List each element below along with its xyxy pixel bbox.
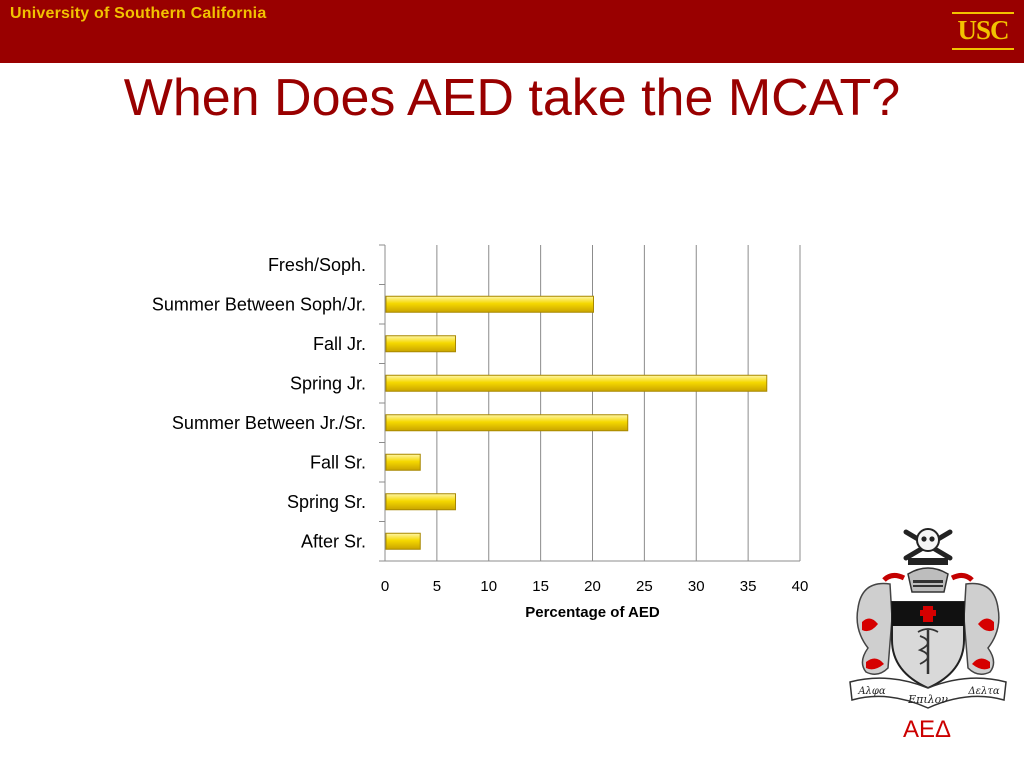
x-tick-label: 40 (791, 578, 809, 595)
y-category-label: Fresh/Soph. (267, 254, 366, 275)
bar (386, 454, 420, 470)
university-name: University of Southern California (10, 5, 267, 22)
x-tick-label: 30 (687, 578, 705, 595)
bar (386, 336, 456, 352)
x-tick-label: 15 (532, 578, 549, 595)
motto-right: Δελτα (968, 686, 1000, 697)
y-category-label: Summer Between Jr./Sr. (171, 412, 366, 433)
chart-gridlines (437, 245, 800, 561)
x-tick-label: 10 (480, 578, 498, 595)
motto-left: Αλφα (858, 686, 886, 697)
x-tick-label: 25 (636, 578, 653, 595)
x-tick-label: 20 (584, 578, 601, 595)
bar (386, 494, 456, 510)
usc-logo-text: USC (957, 15, 1009, 45)
bar (386, 415, 628, 431)
bar (386, 533, 420, 549)
fraternity-crest (848, 522, 1008, 720)
x-tick-label: 35 (739, 578, 757, 595)
y-category-label: Fall Sr. (309, 452, 366, 473)
chart-bars (386, 296, 767, 549)
bar (386, 296, 594, 312)
bar (386, 375, 767, 391)
y-category-label: After Sr. (300, 531, 366, 552)
helmet-icon (884, 568, 972, 592)
y-category-label: Spring Jr. (289, 373, 366, 394)
slide-title: When Does AED take the MCAT? (123, 69, 901, 127)
skull-icon (906, 529, 950, 565)
x-axis-title: Percentage of AED (525, 604, 660, 621)
y-category-label: Spring Sr. (286, 491, 366, 512)
x-tick-label: 0 (380, 578, 390, 595)
x-tick-label: 5 (432, 578, 442, 595)
crest-caption: ΑΕΔ (902, 716, 952, 743)
y-category-label: Fall Jr. (312, 333, 366, 354)
motto-center: Επιλον (908, 693, 948, 706)
shield-icon (892, 602, 964, 688)
y-category-label: Summer Between Soph/Jr. (151, 294, 366, 315)
chart-axes (379, 245, 800, 561)
